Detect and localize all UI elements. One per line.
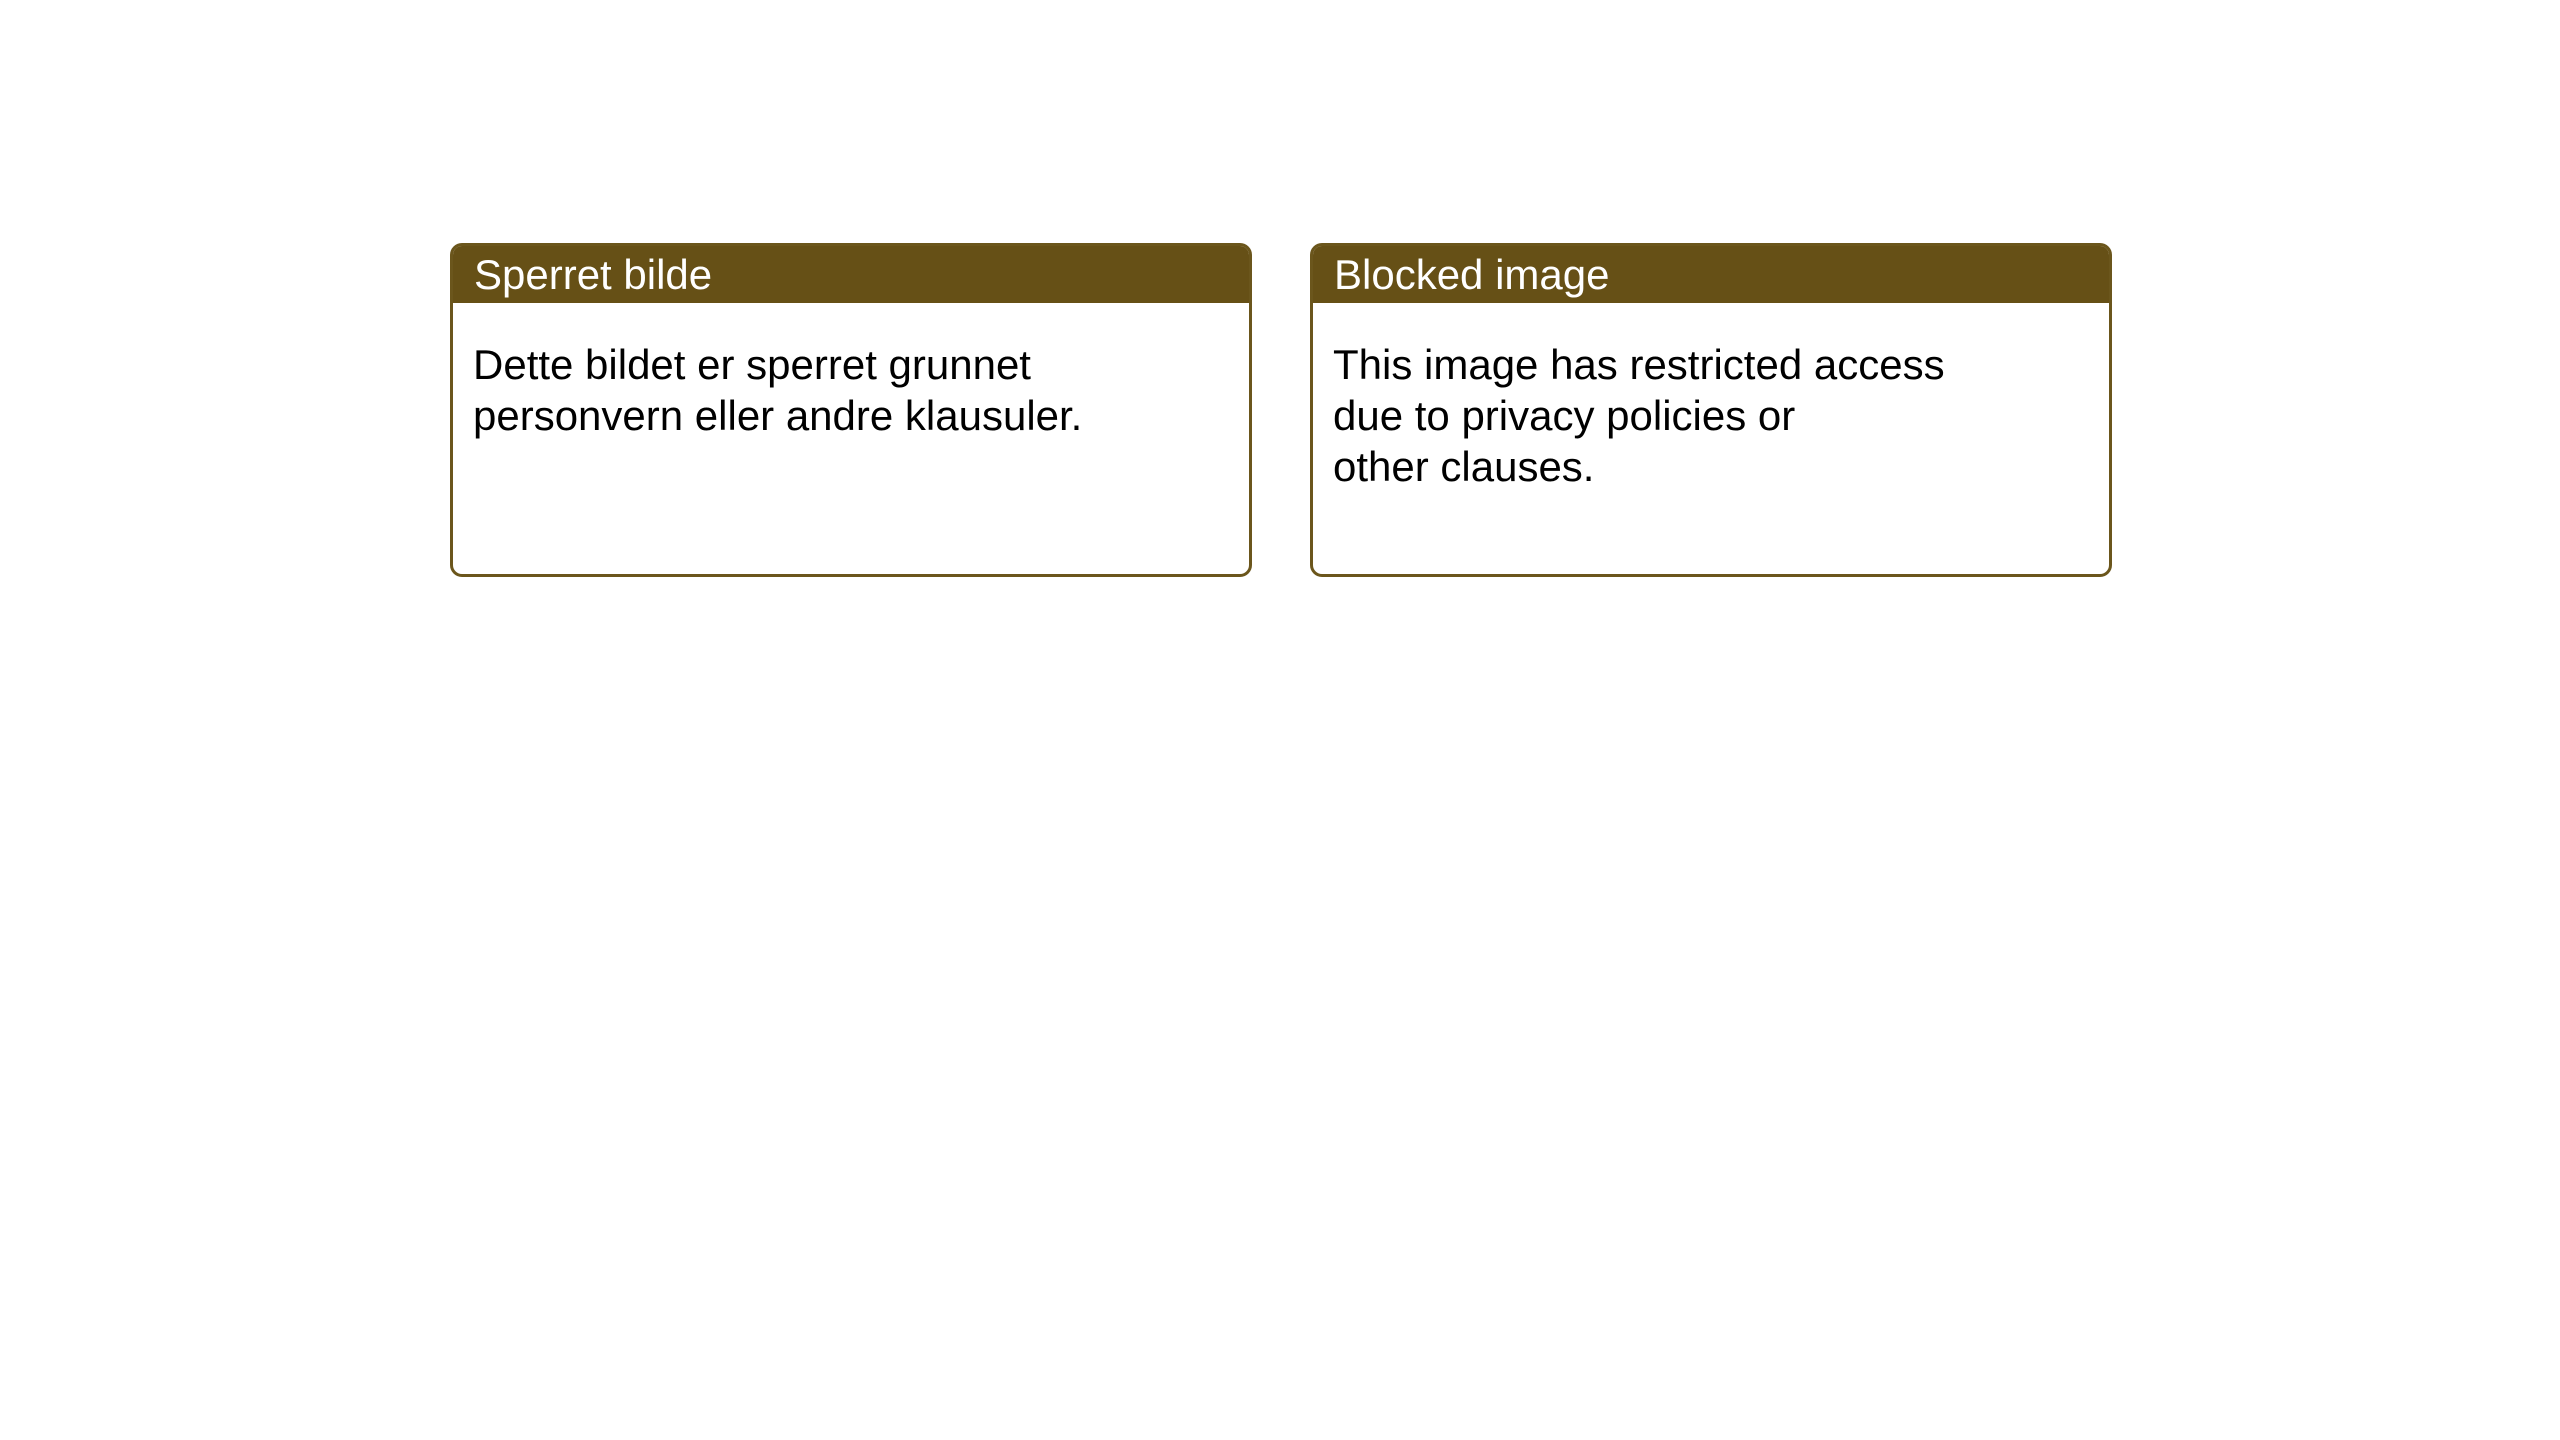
- blocked-image-card-english: [1310, 243, 2112, 577]
- card-body-norwegian: [453, 303, 1249, 441]
- card-body-line: Dette bildet er sperret grunnet: [473, 341, 1031, 388]
- card-body-line: This image has restricted access: [1333, 341, 1945, 388]
- card-title-english: Blocked image: [1334, 251, 1610, 298]
- card-header-english: [1313, 246, 2109, 303]
- card-body-english: [1313, 303, 2109, 492]
- card-header-norwegian: [453, 246, 1249, 303]
- card-body-line: other clauses.: [1333, 443, 1595, 490]
- card-body-line: due to privacy policies or: [1333, 392, 1796, 439]
- blocked-image-card-norwegian: [450, 243, 1252, 577]
- card-body-line: personvern eller andre klausuler.: [473, 392, 1083, 439]
- card-title-norwegian: Sperret bilde: [474, 251, 713, 298]
